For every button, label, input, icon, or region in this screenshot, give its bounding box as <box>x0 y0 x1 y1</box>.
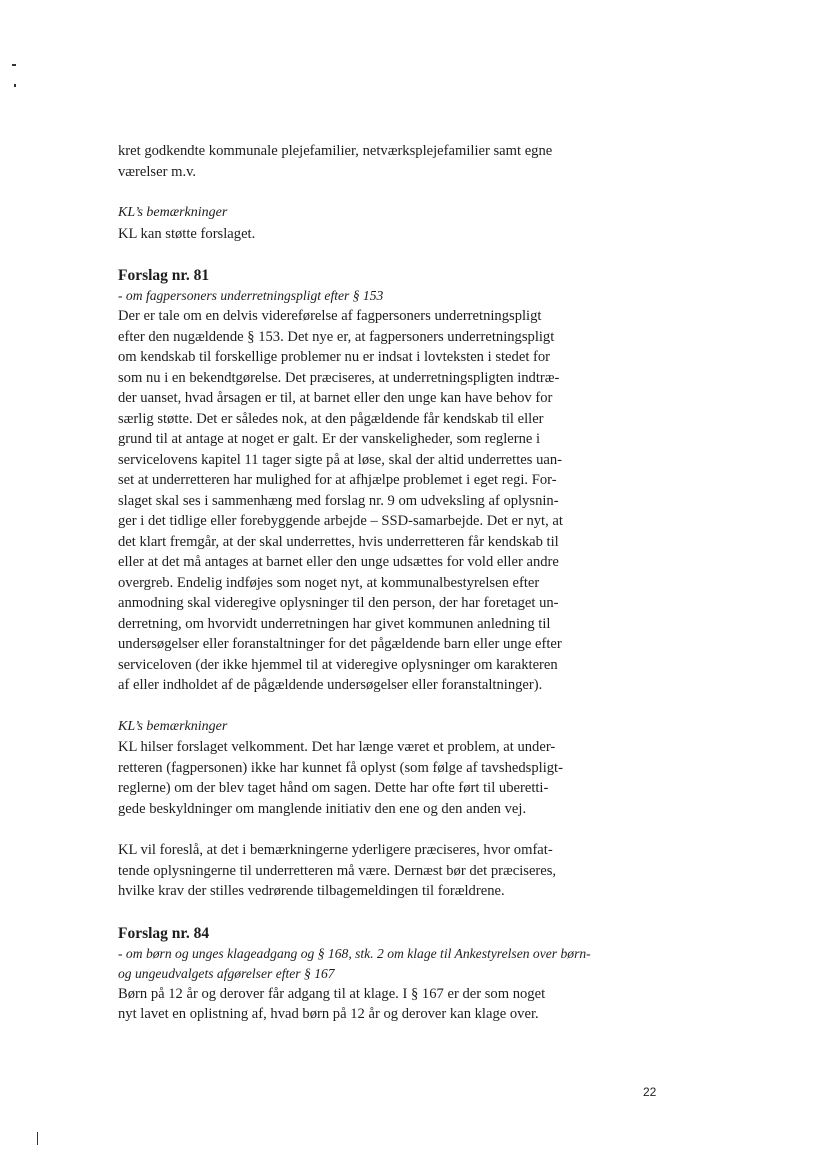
proposal-heading: Forslag nr. 81 <box>118 267 210 284</box>
text-line: reglerne) om der blev taget hånd om sagen. Dette har ofte ført til uberetti- <box>118 780 549 796</box>
text-line: ger i det tidlige eller forebyggende arbejde – SSD-samarbejde. Det er nyt, at <box>118 513 563 529</box>
proposal-subheading: - om børn og unges klageadgang og § 168, stk. 2 om klage til Ankestyrelsen over børn- <box>118 945 591 961</box>
document-body <box>118 141 614 1025</box>
remark-title: KL’s bemærkninger <box>118 718 228 734</box>
remark-section-2 <box>118 717 614 902</box>
text-line: derretning, om hvorvidt underretningen har givet kommunen anledning til <box>118 615 551 632</box>
proposal-heading: Forslag nr. 84 <box>118 924 210 942</box>
text-line: det klart fremgår, at der skal underrettes, hvis underretteren får kendskab til <box>118 533 559 550</box>
text-line: KL kan støtte forslaget. <box>118 225 256 242</box>
remark-title: KL’s bemærkninger <box>118 205 228 220</box>
text-line: tende oplysningerne til underretteren må være. Dernæst bør det præciseres, <box>118 862 557 879</box>
text-line: servicelovens kapitel 11 tager sigte på at løse, skal der altid underrettes uan- <box>118 451 563 468</box>
text-line: gede beskyldninger om manglende initiativ den ene og den anden vej. <box>118 800 527 817</box>
text-line: hvilke krav der stilles vedrørende tilbagemeldingen til forældrene. <box>118 883 505 899</box>
text-line: retteren (fagpersonen) ikke har kunnet få oplyst (som følge af tavshedspligt- <box>118 759 563 776</box>
text-line: grund til at antage at noget er galt. Er der vanskeligheder, som reglerne i <box>118 431 541 447</box>
text-line: undersøgelser eller foranstaltninger for det pågældende barn eller unge efter <box>118 636 562 652</box>
text-line: af eller indholdet af de pågældende undersøgelser eller foranstaltninger). <box>118 677 543 693</box>
text-line: Der er tale om en delvis videreførelse af fagpersoners underretningspligt <box>118 308 542 324</box>
text-line: kret godkendte kommunale plejefamilier, netværksplejefamilier samt egne <box>118 143 553 159</box>
text-line: eller at det må antages at barnet eller den unge udsættes for vold eller andre <box>118 554 559 570</box>
proposal-subheading: og ungeudvalgets afgørelser efter § 167 <box>118 965 335 981</box>
text-line: anmodning skal videregive oplysninger til den person, der har foretaget un- <box>118 595 559 611</box>
text-line: overgreb. Endelig indføjes som noget nyt, at kommunalbestyrelsen efter <box>118 574 540 591</box>
text-line: KL hilser forslaget velkomment. Det har længe været et problem, at under- <box>118 739 556 755</box>
text-line: værelser m.v. <box>118 163 197 180</box>
text-line: om kendskab til forskellige problemer nu er indsat i lovteksten i stedet for <box>118 349 551 365</box>
text-line: som nu i en bekendtgørelse. Det præciseres, at underretningspligten indtræ- <box>118 369 560 386</box>
text-line: set at underretteren har mulighed for at afhjælpe problemet i eget regi. For- <box>118 472 557 488</box>
text-line: slaget skal ses i sammenhæng med forslag nr. 9 om udveksling af oplysnin- <box>118 492 559 509</box>
proposal-84-section <box>118 923 614 1025</box>
remark-section-1 <box>118 203 614 244</box>
text-line: KL vil foreslå, at det i bemærkningerne yderligere præciseres, hvor omfat- <box>118 842 553 858</box>
text-line: efter den nugældende § 153. Det nye er, at fagpersoners underretningspligt <box>118 328 555 345</box>
text-line: nyt lavet en oplistning af, hvad børn på 12 år og derover kan klage over. <box>118 1006 539 1022</box>
intro-paragraph <box>118 141 614 182</box>
margin-mark-bar <box>37 1132 38 1145</box>
proposal-subheading: - om fagpersoners underretningspligt efter § 153 <box>118 288 384 303</box>
proposal-81-section <box>118 265 614 696</box>
text-line: serviceloven (der ikke hjemmel til at videregive oplysninger om karakteren <box>118 656 558 673</box>
text-line: Børn på 12 år og derover får adgang til at klage. I § 167 er der som noget <box>118 985 546 1002</box>
text-line: særlig støtte. Det er således nok, at den pågældende får kendskab til eller <box>118 410 544 427</box>
page-number: 22 <box>643 1085 657 1099</box>
margin-mark-dash <box>12 64 16 66</box>
text-line: der uanset, hvad årsagen er til, at barnet eller den unge kan have behov for <box>118 390 553 406</box>
margin-mark-dot <box>14 84 16 87</box>
